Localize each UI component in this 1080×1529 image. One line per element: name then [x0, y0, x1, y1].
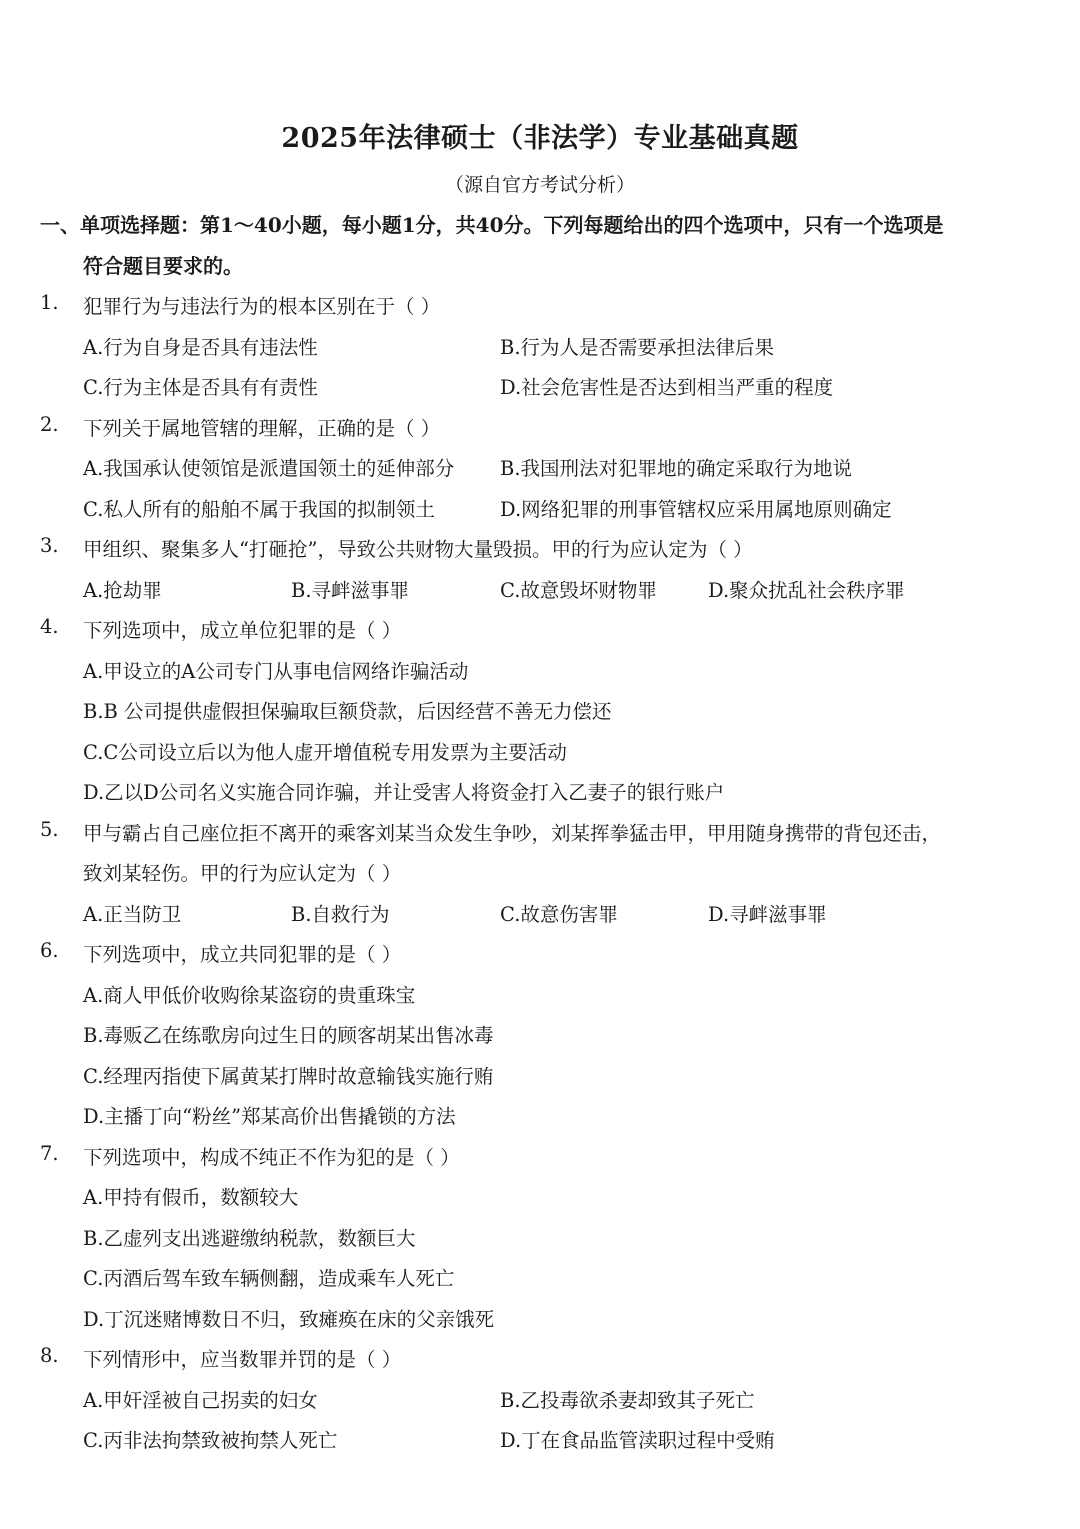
question-text: 犯罪行为与违法行为的根本区别在于（ ） [83, 295, 441, 318]
question-8-option-b: B.乙投毒欲杀妻却致其子死亡 [500, 1389, 755, 1412]
question-text: 甲与霸占自己座位拒不离开的乘客刘某当众发生争吵，刘某挥拳猛击甲，甲用随身携带的背包还击， [83, 822, 942, 845]
question-4-option-d: D.乙以D公司名义实施合同诈骗，并让受害人将资金打入乙妻子的银行账户 [83, 781, 725, 804]
question-2-option-b: B.我国刑法对犯罪地的确定采取行为地说 [500, 457, 853, 480]
question-1-option-a: A.行为自身是否具有违法性 [83, 336, 318, 359]
question-number: 1. [40, 291, 59, 314]
question-number: 4. [40, 615, 59, 638]
question-number: 6. [40, 939, 59, 962]
question-8-option-c: C.丙非法拘禁致被拘禁人死亡 [83, 1429, 338, 1452]
question-number: 5. [40, 818, 59, 841]
question-3-option-b: B.寻衅滋事罪 [291, 579, 410, 602]
question-text: 下列选项中，成立单位犯罪的是（ ） [83, 619, 402, 642]
question-text: 下列选项中，成立共同犯罪的是（ ） [83, 943, 402, 966]
question-2-option-c: C.私人所有的船舶不属于我国的拟制领土 [83, 498, 435, 521]
question-6-option-b: B.毒贩乙在练歌房向过生日的顾客胡某出售冰毒 [83, 1024, 494, 1047]
question-8-option-a: A.甲奸淫被自己拐卖的妇女 [83, 1389, 318, 1412]
question-4-option-c: C.C公司设立后以为他人虚开增值税专用发票为主要活动 [83, 741, 567, 764]
question-number: 8. [40, 1344, 59, 1367]
section-heading-line-1: 一、单项选择题：第1～40小题，每小题1分，共40分。下列每题给出的四个选项中，只有一个选项是 [40, 213, 944, 237]
question-6-option-c: C.经理丙指使下属黄某打牌时故意输钱实施行贿 [83, 1065, 494, 1088]
question-number: 2. [40, 413, 59, 436]
section-heading-line-2: 符合题目要求的。 [83, 254, 243, 278]
question-5-option-c: C.故意伤害罪 [500, 903, 618, 926]
question-text: 甲组织、聚集多人“打砸抢”，导致公共财物大量毁损。甲的行为应认定为（ ） [83, 538, 753, 561]
question-4-option-b: B.B 公司提供虚假担保骗取巨额贷款，后因经营不善无力偿还 [83, 700, 612, 723]
question-2-option-a: A.我国承认使领馆是派遣国领土的延伸部分 [83, 457, 455, 480]
question-1-option-d: D.社会危害性是否达到相当严重的程度 [500, 376, 834, 399]
question-number: 7. [40, 1142, 59, 1165]
question-3-option-d: D.聚众扰乱社会秩序罪 [708, 579, 905, 602]
question-1-option-c: C.行为主体是否具有有责性 [83, 376, 318, 399]
question-3-option-a: A.抢劫罪 [83, 579, 162, 602]
question-number: 3. [40, 534, 59, 557]
question-text: 下列选项中，构成不纯正不作为犯的是（ ） [83, 1146, 460, 1169]
exam-title: 2025年法律硕士（非法学）专业基础真题 [281, 123, 799, 154]
exam-subtitle: （源自官方考试分析） [444, 174, 635, 196]
question-5-stem-continued: 致刘某轻伤。甲的行为应认定为（ ） [83, 862, 402, 885]
question-6-option-a: A.商人甲低价收购徐某盗窃的贵重珠宝 [83, 984, 416, 1007]
question-4-option-a: A.甲设立的A公司专门从事电信网络诈骗活动 [83, 660, 469, 683]
question-7-option-c: C.丙酒后驾车致车辆侧翻，造成乘车人死亡 [83, 1267, 455, 1290]
question-text: 下列关于属地管辖的理解，正确的是（ ） [83, 417, 441, 440]
question-1-option-b: B.行为人是否需要承担法律后果 [500, 336, 775, 359]
question-8-option-d: D.丁在食品监管渎职过程中受贿 [500, 1429, 775, 1452]
question-2-option-d: D.网络犯罪的刑事管辖权应采用属地原则确定 [500, 498, 892, 521]
question-5-option-d: D.寻衅滋事罪 [708, 903, 827, 926]
question-5-option-a: A.正当防卫 [83, 903, 182, 926]
question-7-option-b: B.乙虚列支出逃避缴纳税款，数额巨大 [83, 1227, 416, 1250]
question-7-option-a: A.甲持有假币，数额较大 [83, 1186, 299, 1209]
question-text: 下列情形中，应当数罪并罚的是（ ） [83, 1348, 402, 1371]
question-3-option-c: C.故意毁坏财物罪 [500, 579, 657, 602]
question-5-option-b: B.自救行为 [291, 903, 390, 926]
question-6-option-d: D.主播丁向“粉丝”郑某高价出售撬锁的方法 [83, 1105, 456, 1128]
question-7-option-d: D.丁沉迷赌博数日不归，致瘫痪在床的父亲饿死 [83, 1308, 495, 1331]
